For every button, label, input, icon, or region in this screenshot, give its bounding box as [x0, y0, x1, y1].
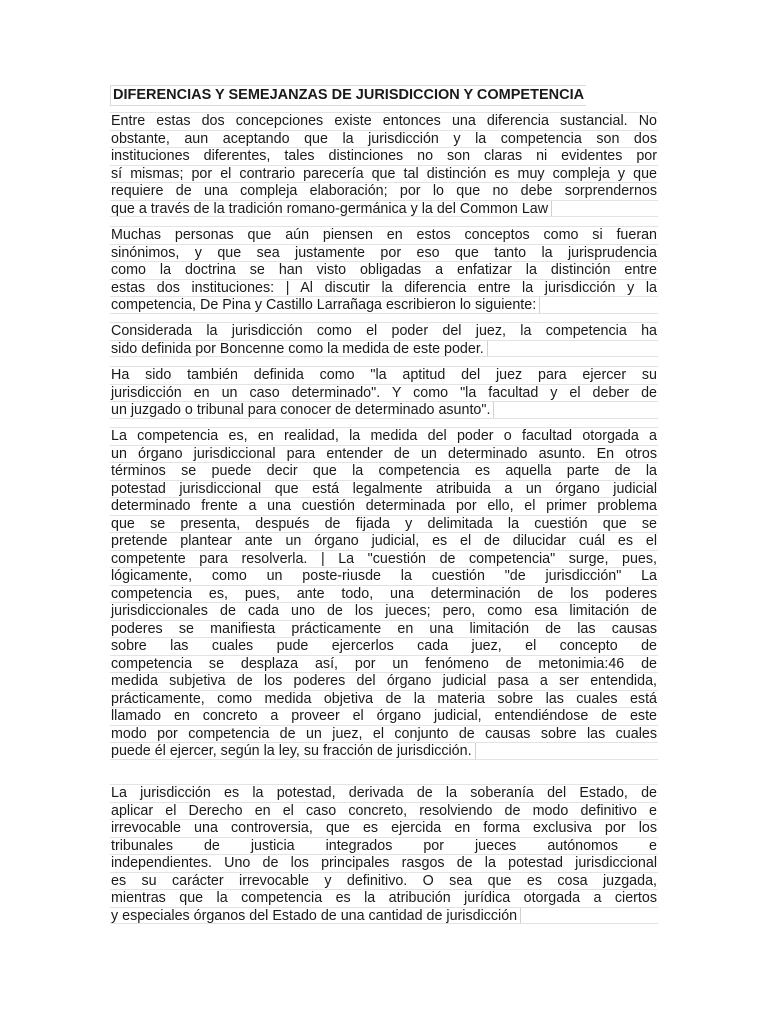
line-text: es su carácter irrevocable y definitivo. O sea que es cosa juzgada, — [111, 872, 657, 889]
line-text: que se presenta, después de fijada y delimitada la cuestión que se — [111, 515, 657, 532]
line-text: términos se puede decir que la competencia es aquella parte de la — [111, 463, 657, 479]
paragraph-line — [110, 165, 658, 183]
line-text: mientras que la competencia es la atribución jurídica otorgada a ciertos — [111, 890, 657, 906]
paragraph-4 — [110, 366, 658, 419]
paragraph-line — [110, 655, 658, 673]
paragraph-line — [110, 340, 658, 358]
line-text: prácticamente, como medida objetiva de la materia sobre las cuales está — [111, 690, 657, 707]
line-text: un juzgado o tribunal para conocer de determinado asunto". — [111, 402, 494, 419]
line-text: Muchas personas que aún piensen en estos conceptos como si fueran — [111, 227, 657, 243]
line-text: determinado frente a una cuestión determinada por ello, el primer problema — [111, 498, 657, 514]
paragraph-line — [110, 802, 658, 820]
document-title: DIFERENCIAS Y SEMEJANZAS DE JURISDICCION Y COMPETENCIA — [110, 85, 586, 106]
paragraph-line — [110, 130, 658, 148]
paragraph-line — [110, 819, 658, 837]
paragraph-5 — [110, 427, 658, 760]
paragraph-line — [110, 366, 658, 384]
line-text: un órgano jurisdiccional para entender de un determinado asunto. En otros — [111, 445, 657, 462]
paragraph-line — [110, 200, 658, 218]
paragraph-line — [110, 497, 658, 515]
line-text: que a través de la tradición romano-germánica y la del Common Law — [111, 201, 552, 218]
line-text: La competencia es, en realidad, la medida del poder o facultad otorgada a — [111, 428, 657, 444]
paragraph-line — [110, 112, 658, 130]
line-text: La jurisdicción es la potestad, derivada de la soberanía del Estado, de — [111, 785, 657, 801]
line-text: sinónimos, y que sea justamente por eso que tanto la jurisprudencia — [111, 244, 657, 261]
line-text: irrevocable una controversia, que es ejercida en forma exclusiva por los — [111, 820, 657, 836]
line-text: instituciones diferentes, tales distinciones no son claras ni evidentes por — [111, 148, 657, 164]
paragraph-line — [110, 322, 658, 340]
line-text: lógicamente, como un poste-riusde la cuestión "de jurisdicción" La — [111, 568, 657, 584]
paragraph-line — [110, 427, 658, 445]
paragraph-line — [110, 261, 658, 279]
paragraph-line — [110, 784, 658, 802]
line-text: Considerada la jurisdicción como el poder del juez, la competencia ha — [111, 323, 657, 339]
paragraph-line — [110, 690, 658, 708]
paragraph-line — [110, 182, 658, 200]
line-text: potestad jurisdiccional que está legalmente atribuida a un órgano judicial — [111, 480, 657, 497]
line-text: llamado en concreto a proveer el órgano judicial, entendiéndose de este — [111, 708, 657, 724]
paragraph-line — [110, 707, 658, 725]
line-text: competencia es, pues, ante todo, una determinación de los poderes — [111, 585, 657, 602]
line-text: competencia se desplaza así, por un fenómeno de metonimia:46 de — [111, 655, 657, 672]
paragraph-line — [110, 515, 658, 533]
paragraph-line — [110, 401, 658, 419]
paragraph-line — [110, 872, 658, 890]
line-text: como la doctrina se han visto obligadas a enfatizar la distinción entre — [111, 262, 657, 278]
line-text: poderes se manifiesta prácticamente en una limitación de las causas — [111, 620, 657, 637]
paragraph-2 — [110, 226, 658, 314]
paragraph-line — [110, 620, 658, 638]
paragraph-line — [110, 854, 658, 872]
line-text: tribunales de justicia integrados por jueces autónomos e — [111, 837, 657, 854]
line-text: modo por competencia de un juez, el conjunto de causas sobre las cuales — [111, 725, 657, 742]
line-text: requiere de una compleja elaboración; por lo que no debe sorprendernos — [111, 183, 657, 199]
paragraph-line — [110, 585, 658, 603]
paragraph-line — [110, 384, 658, 402]
line-text: pretende plantear ante un órgano judicial, es el de dilucidar cuál es el — [111, 533, 657, 549]
paragraph-3 — [110, 322, 658, 357]
paragraph-line — [110, 637, 658, 655]
paragraph-line — [110, 226, 658, 244]
line-text: obstante, aun aceptando que la jurisdicción y la competencia son dos — [111, 130, 657, 147]
paragraph-line — [110, 907, 658, 925]
paragraph-line — [110, 296, 658, 314]
line-text: estas dos instituciones: | Al discutir la diferencia entre la jurisdicción y la — [111, 279, 657, 296]
paragraph-1 — [110, 112, 658, 217]
paragraph-line — [110, 462, 658, 480]
line-text: competencia, De Pina y Castillo Larrañaga escribieron lo siguiente: — [111, 297, 540, 314]
paragraph-line — [110, 279, 658, 297]
line-text: puede él ejercer, según la ley, su fracción de jurisdicción. — [111, 743, 476, 760]
line-text: Ha sido también definida como "la aptitud del juez para ejercer su — [111, 367, 657, 383]
paragraph-line — [110, 889, 658, 907]
paragraph-line — [110, 550, 658, 568]
paragraph-line — [110, 725, 658, 743]
paragraph-line — [110, 837, 658, 855]
paragraph-line — [110, 445, 658, 463]
paragraph-line — [110, 567, 658, 585]
line-text: Entre estas dos concepciones existe entonces una diferencia sustancial. No — [111, 113, 657, 129]
line-text: sobre las cuales pude ejercerlos cada juez, el concepto de — [111, 638, 657, 654]
paragraph-line — [110, 480, 658, 498]
line-text: aplicar el Derecho en el caso concreto, resolviendo de modo definitivo e — [111, 802, 657, 819]
paragraph-line — [110, 532, 658, 550]
line-text: jurisdicción en un caso determinado". Y como "la facultad y el deber de — [111, 384, 657, 401]
paragraph-line — [110, 742, 658, 760]
paragraph-line — [110, 244, 658, 262]
paragraph-6 — [110, 784, 658, 924]
line-text: sido definida por Boncenne como la medida de este poder. — [111, 341, 488, 358]
line-text: independientes. Uno de los principales rasgos de la potestad jurisdiccional — [111, 855, 657, 871]
paragraph-line — [110, 147, 658, 165]
paragraph-line — [110, 602, 658, 620]
line-text: y especiales órganos del Estado de una cantidad de jurisdicción — [111, 908, 521, 925]
line-text: jurisdiccionales de cada uno de los jueces; pero, como esa limitación de — [111, 603, 657, 619]
line-text: competente para resolverla. | La "cuestión de competencia" surge, pues, — [111, 550, 657, 567]
line-text: sí mismas; por el contrario parecería que tal distinción es muy compleja y que — [111, 165, 657, 182]
line-text: medida subjetiva de los poderes del órgano judicial pasa a ser entendida, — [111, 673, 657, 689]
paragraph-line — [110, 672, 658, 690]
